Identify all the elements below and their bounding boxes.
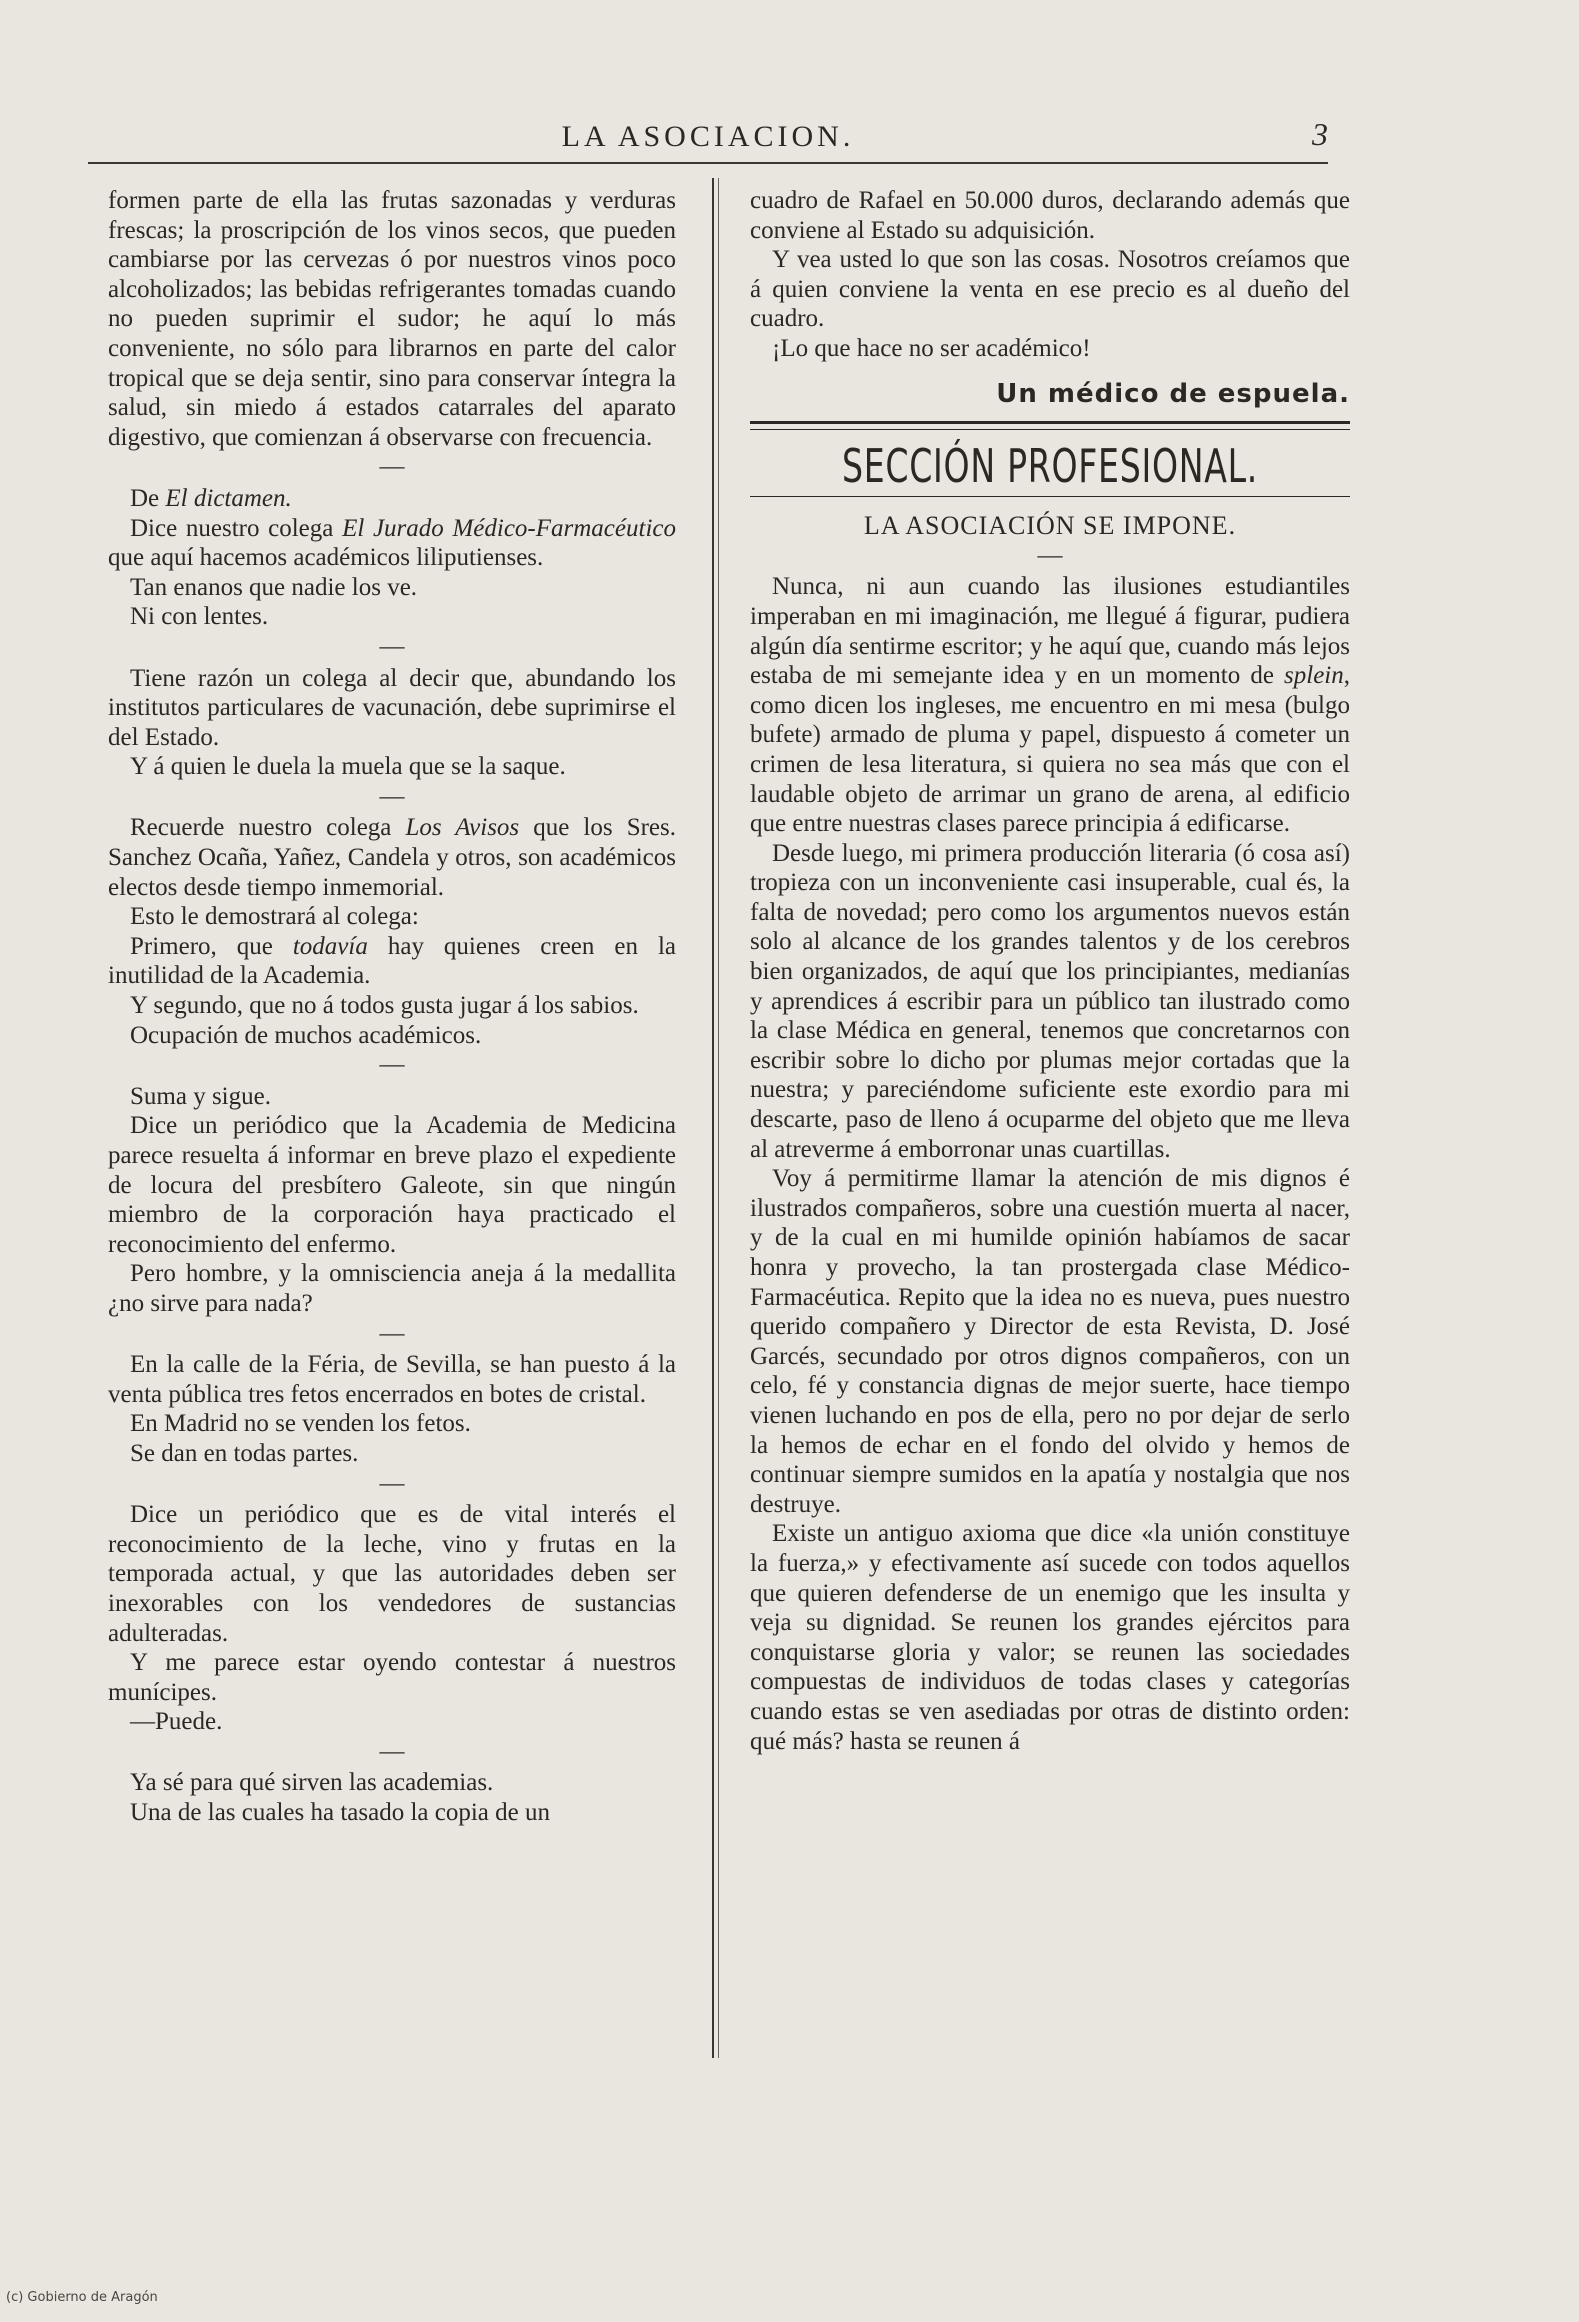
paragraph: Se dan en todas partes. — [130, 1439, 359, 1467]
paragraph: Voy á permitirme llamar la atención de mis dignos é ilustrados compañeros, sobre una cuestión muerta al nacer, y de la cual en mi humilde opinión habíamos de sacar honra y provecho, la tan prostergada clase Médico-Farmacéutica. Repito que la idea no es nueva, pues nuestro querido compañero y Director de esta Revista, D. José Garcés, secundado por otros dignos compañeros, con un celo, fé y constancia dignas de mejor suerte, hace tiempo vienen luchando en pos de ella, pero no por dejar de serlo la hemos de echar en el fondo del olvido y hemos de continuar siempre sumidos en la apatía y nostalgia que nos destruye. — [750, 1165, 1350, 1518]
paragraph: Suma y sigue. — [130, 1082, 271, 1110]
paragraph: Recuerde nuestro colega Los Avisos que los Sres. Sanchez Ocaña, Yañez, Candela y otros, son académicos electos desde tiempo inmemorial. — [108, 814, 676, 901]
paragraph: Primero, que todavía hay quienes creen en la inutilidad de la Academia. — [108, 932, 676, 990]
paragraph: Pero hombre, y la omnisciencia aneja á la medallita ¿no sirve para nada? — [108, 1260, 676, 1317]
separator-dash: — — [379, 1737, 405, 1765]
separator-dash: — — [379, 782, 405, 810]
separator-dash: — — [1037, 541, 1063, 569]
separator-dash: — — [379, 1469, 405, 1497]
section-rule — [750, 421, 1350, 430]
page-number: 3 — [1312, 116, 1328, 152]
paragraph: De El dictamen. — [130, 484, 292, 512]
separator-dash: — — [379, 453, 405, 481]
column-divider — [712, 178, 714, 2058]
paragraph: Y segundo, que no á todos gusta jugar á los sabios. — [130, 992, 639, 1020]
paragraph: Ocupación de muchos académicos. — [130, 1021, 482, 1049]
paragraph: Tan enanos que nadie los ve. — [130, 573, 418, 601]
paragraph: formen parte de ella las frutas sazonadas y verduras frescas; la proscripción de los vinos secos, que pueden cambiarse por las cervezas ó por nuestros vinos poco alcoholizados; las bebidas refrigerantes tomadas cuando no pueden suprimir el sudor; he aquí lo más conveniente, no sólo para librarnos en parte del calor tropical que se deja sentir, sino para conservar íntegra la salud, sin miedo á estados catarrales del aparato digestivo, que comienzan á observarse con frecuencia. — [108, 187, 676, 451]
paragraph: Existe un antiguo axioma que dice «la unión constituye la fuerza,» y efectivamente así sucede con todos aquellos que quieren defenderse de un enemigo que les insulta y veja su dignidad. Se reunen los grandes ejércitos para conquistarse gloria y valor; se reunen las sociedades compuestas de individuos de todas clases y categorías cuando estas se ven asediadas por otras de distinto orden: qué más? hasta se reunen á — [750, 1520, 1350, 1755]
section-title: SECCIÓN PROFESIONAL. — [841, 439, 1259, 494]
paragraph: Dice un periódico que es de vital interés el reconocimiento de la leche, vino y frutas en la temporada actual, y que las autoridades deben ser inexorables con los vendedores de sustancias adulteradas. — [108, 1501, 676, 1647]
paragraph: Y me parece estar oyendo contestar á nuestros munícipes. — [108, 1649, 676, 1706]
paragraph: Nunca, ni aun cuando las ilusiones estudiantiles imperaban en mi imaginación, me llegué á figurar, pudiera algún día sentirme escritor; y he aquí que, cuando más lejos estaba de mi semejante idea y en un momento de splein, como dicen los ingleses, me encuentro en mi mesa (bulgo bufete) armado de pluma y papel, dispuesto á cometer un crimen de lesa literatura, si quiera no sea más que con el laudable objeto de arrimar un grano de arena, al edificio que entre nuestras clases parece principia á edificarse. — [750, 573, 1350, 838]
paragraph: cuadro de Rafael en 50.000 duros, declarando además que conviene al Estado su adquisición. — [750, 187, 1350, 244]
masthead-title: LA ASOCIACION. — [561, 120, 855, 153]
author-signature: Un médico de espuela. — [996, 378, 1350, 409]
paragraph: Esto le demostrará al colega: — [130, 903, 419, 931]
right-column — [750, 186, 1350, 1756]
paragraph: Ya sé para qué sirven las academias. — [130, 1769, 494, 1797]
paragraph: —Puede. — [130, 1708, 223, 1736]
separator-dash: — — [379, 632, 405, 660]
paragraph: Y á quien le duela la muela que se la saque. — [130, 753, 566, 781]
paragraph: Una de las cuales ha tasado la copia de un — [130, 1799, 550, 1827]
paragraph: Y vea usted lo que son las cosas. Nosotros creíamos que á quien conviene la venta en ese precio es al dueño del cuadro. — [750, 246, 1350, 333]
paragraph: Desde luego, mi primera producción literaria (ó cosa así) tropieza con un inconveniente casi insuperable, cual és, la falta de novedad; pero como los argumentos nuevos están solo al alcance de los grandes talentos y de los cerebros bien organizados, de aquí que los principiantes, medianías y aprendices á escribir para un público tan ilustrado como la clase Médica en general, tenemos que concretarnos con escribir sobre lo dicho por plumas mejor cortadas que la nuestra; y pareciéndome suficiente este exordio para mi descarte, paso de lleno á ocuparme del objeto que me lleva al atreverme á emborronar unas cuartillas. — [750, 839, 1350, 1163]
separator-dash: — — [379, 1051, 405, 1079]
separator-dash: — — [379, 1319, 405, 1347]
paragraph: En la calle de la Féria, de Sevilla, se han puesto á la venta pública tres fetos encerrados en botes de cristal. — [108, 1351, 676, 1408]
paragraph: Ni con lentes. — [130, 603, 269, 631]
section-rule-bottom — [750, 496, 1350, 497]
paragraph: ¡Lo que hace no ser académico! — [772, 334, 1091, 362]
copyright-notice: (c) Gobierno de Aragón — [6, 2290, 158, 2305]
article-title: LA ASOCIACIÓN SE IMPONE. — [863, 511, 1237, 541]
page-header — [88, 112, 1328, 164]
left-column — [108, 186, 676, 1828]
paragraph: Dice un periódico que la Academia de Medicina parece resuelta á informar en breve plazo el expediente de locura del presbítero Galeote, sin que ningún miembro de la corporación haya practicado el reconocimiento del enfermo. — [108, 1112, 676, 1258]
paragraph: En Madrid no se venden los fetos. — [130, 1410, 471, 1438]
paragraph: Dice nuestro colega El Jurado Médico-Farmacéutico que aquí hacemos académicos liliputienses. — [108, 514, 676, 572]
column-divider-inner — [718, 178, 719, 2058]
paragraph: Tiene razón un colega al decir que, abundando los institutos particulares de vacunación, debe suprimirse el del Estado. — [108, 664, 676, 751]
